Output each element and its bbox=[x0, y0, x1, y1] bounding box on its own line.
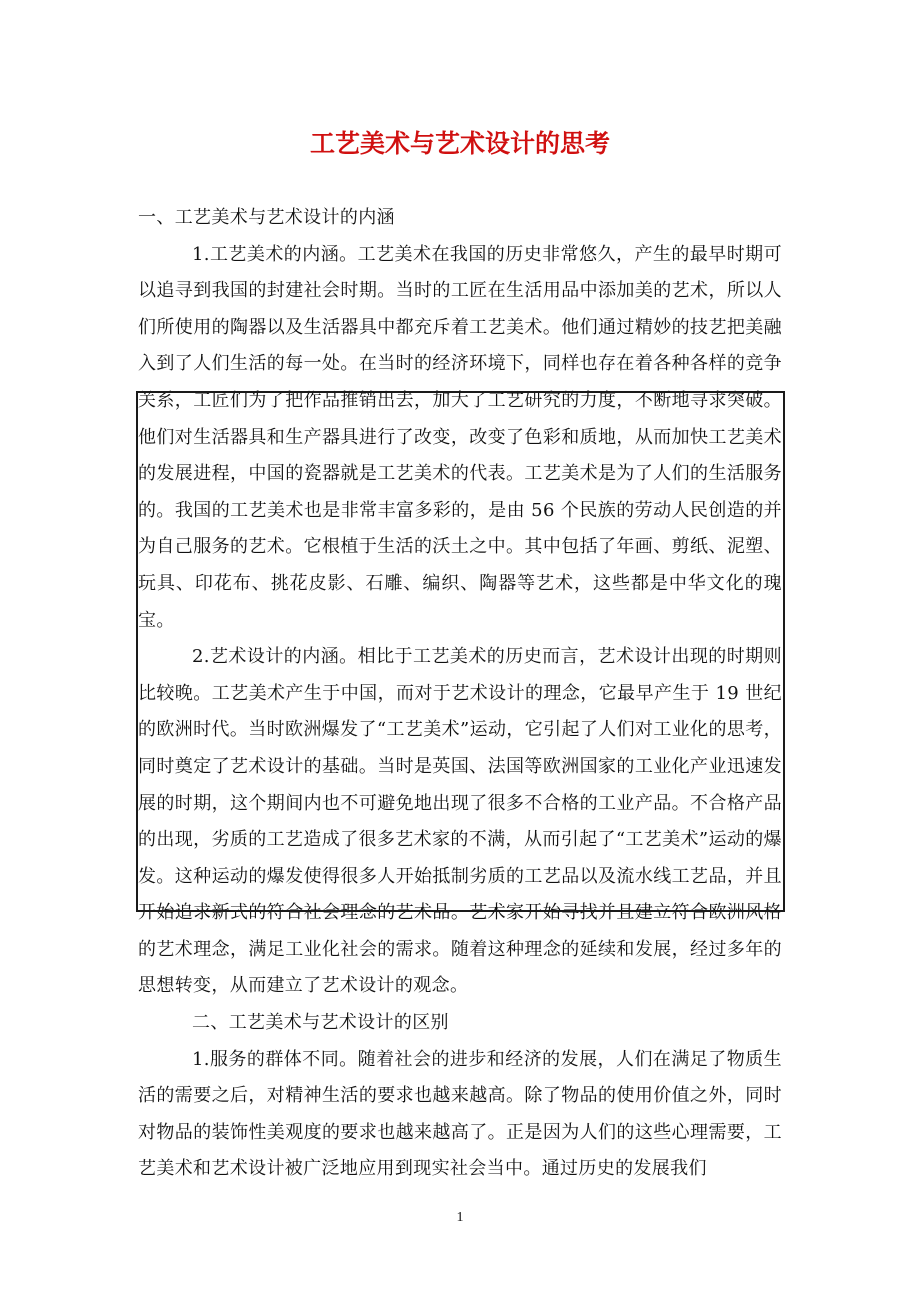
paragraph-crafts-art-meaning: 1.工艺美术的内涵。工艺美术在我国的历史非常悠久，产生的最早时期可以追寻到我国的封建社会时期。当时的工匠在生活用品中添加美的艺术，所以人们所使用的陶器以及生活器具中都充斥着工艺美术。他们通过精妙的技艺把美融入到了人们生活的每一处。在当时的经济环境下，同样也存在着各种各样的竞争关系，工匠们为了把作品推销出去，加大了工艺研究的力度，不断地寻求突破。他们对生活器具和生产器具进行了改变，改变了色彩和质地，从而加快工艺美术的发展进程，中国的瓷器就是工艺美术的代表。工艺美术是为了人们的生活服务的。我国的工艺美术也是非常丰富多彩的，是由 56 个民族的劳动人民创造的并为自己服务的艺术。它根植于生活的沃土之中。其中包括了年画、剪纸、泥塑、玩具、印花布、挑花皮影、石雕、编织、陶器等艺术，这些都是中华文化的瑰宝。 bbox=[138, 243, 782, 631]
paragraph-art-design-meaning: 2.艺术设计的内涵。相比于工艺美术的历史而言，艺术设计出现的时期则比较晚。工艺美术产生于中国，而对于艺术设计的理念，它最早产生于 19 世纪的欧洲时代。当时欧洲爆发了“工艺美术”运动，它引起了人们对工业化的思考，同时奠定了艺术设计的基础。当时是英国、法国等欧洲国家的工业化产业迅速发展的时期，这个期间内也不可避免地出现了很多不合格的工业产品。不合格产品的出现，劣质的工艺造成了很多艺术家的不满，从而引起了“工艺美术”运动的爆发。这种运动的爆发使得很多人开始抵制劣质的工艺品以及流水线工艺品，并且开始追求新式的符合社会理念的艺术品。艺术家开始寻找并且建立符合欧洲风格的艺术理念，满足工业化社会的需求。随着这种理念的延续和发展，经过多年的思想转变，从而建立了艺术设计的观念。 bbox=[138, 646, 782, 997]
section-heading-2: 二、工艺美术与艺术设计的区别 bbox=[192, 1012, 449, 1034]
document-body bbox=[138, 200, 782, 1188]
section-heading-1: 一、工艺美术与艺术设计的内涵 bbox=[138, 207, 395, 228]
document-title: 工艺美术与艺术设计的思考 bbox=[309, 129, 610, 158]
page-number: 1 bbox=[456, 1210, 464, 1225]
paragraph-service-groups: 1.服务的群体不同。随着社会的进步和经济的发展，人们在满足了物质生活的需要之后，对精神生活的要求也越来越高。除了物品的使用价值之外，同时对物品的装饰性美观度的要求也越来越高了。正是因为人们的这些心理需要，工艺美术和艺术设计被广泛地应用到现实社会当中。通过历史的发展我们 bbox=[138, 1048, 782, 1180]
